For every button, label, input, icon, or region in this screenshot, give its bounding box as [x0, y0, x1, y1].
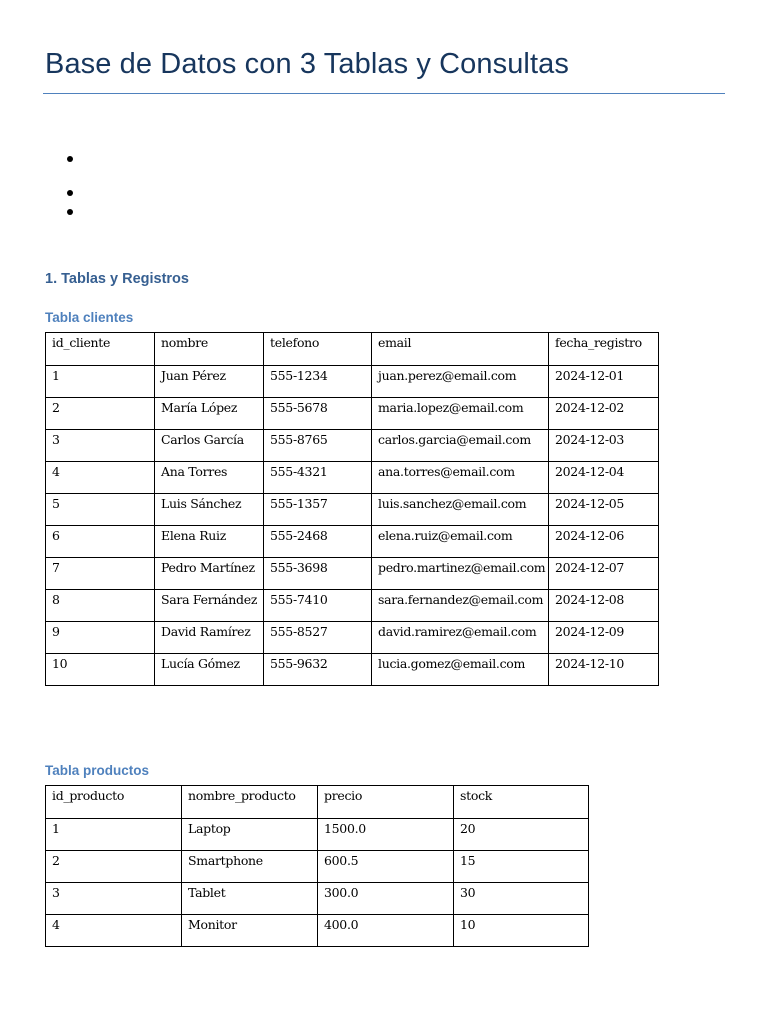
table-cell: 3: [46, 430, 155, 462]
table-cell: Tablet: [182, 883, 318, 915]
table-cell: Laptop: [182, 819, 318, 851]
table-cell: luis.sanchez@email.com: [372, 494, 549, 526]
table-cell: 6: [46, 526, 155, 558]
table-cell: 30: [454, 883, 589, 915]
table-cell: Carlos García: [155, 430, 264, 462]
table-cell: 555-3698: [264, 558, 372, 590]
table-cell: 600.5: [318, 851, 454, 883]
table-header-cell: precio: [318, 786, 454, 819]
table-header-row: [46, 786, 589, 819]
table-cell: David Ramírez: [155, 622, 264, 654]
clientes-table-caption: Tabla clientes: [45, 310, 134, 325]
table-cell: 1: [46, 819, 182, 851]
table-cell: 2024-12-04: [549, 462, 659, 494]
table-cell: elena.ruiz@email.com: [372, 526, 549, 558]
table-cell: 555-9632: [264, 654, 372, 686]
clientes-table: [45, 332, 659, 686]
table-cell: juan.perez@email.com: [372, 366, 549, 398]
table-row: [46, 915, 589, 947]
table-cell: carlos.garcia@email.com: [372, 430, 549, 462]
table-header-row: [46, 333, 659, 366]
table-cell: ana.torres@email.com: [372, 462, 549, 494]
table-cell: 3: [46, 883, 182, 915]
table-row: [46, 526, 659, 558]
table-cell: 2024-12-02: [549, 398, 659, 430]
table-cell: 7: [46, 558, 155, 590]
table-header-cell: stock: [454, 786, 589, 819]
table-cell: 2024-12-06: [549, 526, 659, 558]
table-cell: 555-8527: [264, 622, 372, 654]
table-row: [46, 430, 659, 462]
table-cell: 555-1234: [264, 366, 372, 398]
table-cell: 2024-12-01: [549, 366, 659, 398]
table-cell: 10: [454, 915, 589, 947]
table-row: [46, 366, 659, 398]
table-row: [46, 654, 659, 686]
table-cell: 5: [46, 494, 155, 526]
table-cell: maria.lopez@email.com: [372, 398, 549, 430]
table-cell: 4: [46, 462, 155, 494]
table-header-cell: telefono: [264, 333, 372, 366]
table-row: [46, 462, 659, 494]
table-cell: 1: [46, 366, 155, 398]
table-cell: 555-4321: [264, 462, 372, 494]
table-cell: 1500.0: [318, 819, 454, 851]
table-header-cell: id_producto: [46, 786, 182, 819]
table-cell: 555-1357: [264, 494, 372, 526]
table-cell: 8: [46, 590, 155, 622]
table-cell: Lucía Gómez: [155, 654, 264, 686]
table-cell: david.ramirez@email.com: [372, 622, 549, 654]
table-row: [46, 819, 589, 851]
table-cell: 2024-12-08: [549, 590, 659, 622]
table-cell: 2024-12-09: [549, 622, 659, 654]
table-header-cell: fecha_registro: [549, 333, 659, 366]
table-cell: 2: [46, 851, 182, 883]
table-cell: 2024-12-10: [549, 654, 659, 686]
table-cell: Monitor: [182, 915, 318, 947]
table-cell: Luis Sánchez: [155, 494, 264, 526]
document-title: Base de Datos con 3 Tablas y Consultas: [45, 48, 569, 80]
table-row: [46, 558, 659, 590]
table-row: [46, 851, 589, 883]
bullet-point: [67, 190, 73, 196]
table-cell: 4: [46, 915, 182, 947]
table-cell: 555-5678: [264, 398, 372, 430]
bullet-point: [67, 209, 73, 215]
table-cell: María López: [155, 398, 264, 430]
table-cell: 2024-12-05: [549, 494, 659, 526]
table-cell: 300.0: [318, 883, 454, 915]
table-cell: Elena Ruiz: [155, 526, 264, 558]
table-row: [46, 494, 659, 526]
table-row: [46, 883, 589, 915]
table-cell: 555-7410: [264, 590, 372, 622]
table-cell: pedro.martinez@email.com: [372, 558, 549, 590]
table-cell: 9: [46, 622, 155, 654]
table-cell: 2: [46, 398, 155, 430]
table-cell: Juan Pérez: [155, 366, 264, 398]
table-cell: 20: [454, 819, 589, 851]
table-cell: Sara Fernández: [155, 590, 264, 622]
table-header-cell: id_cliente: [46, 333, 155, 366]
table-cell: 555-8765: [264, 430, 372, 462]
bullet-point: [67, 156, 73, 162]
table-cell: Pedro Martínez: [155, 558, 264, 590]
table-cell: lucia.gomez@email.com: [372, 654, 549, 686]
table-cell: Ana Torres: [155, 462, 264, 494]
table-cell: 2024-12-07: [549, 558, 659, 590]
productos-table: [45, 785, 589, 947]
table-cell: 15: [454, 851, 589, 883]
table-cell: 10: [46, 654, 155, 686]
section-heading: 1. Tablas y Registros: [45, 271, 189, 287]
table-cell: sara.fernandez@email.com: [372, 590, 549, 622]
table-cell: 2024-12-03: [549, 430, 659, 462]
table-header-cell: nombre: [155, 333, 264, 366]
table-cell: 400.0: [318, 915, 454, 947]
title-underline: [43, 93, 725, 94]
table-row: [46, 398, 659, 430]
table-cell: Smartphone: [182, 851, 318, 883]
table-row: [46, 590, 659, 622]
table-header-cell: email: [372, 333, 549, 366]
productos-table-caption: Tabla productos: [45, 763, 150, 778]
table-row: [46, 622, 659, 654]
table-header-cell: nombre_producto: [182, 786, 318, 819]
table-cell: 555-2468: [264, 526, 372, 558]
